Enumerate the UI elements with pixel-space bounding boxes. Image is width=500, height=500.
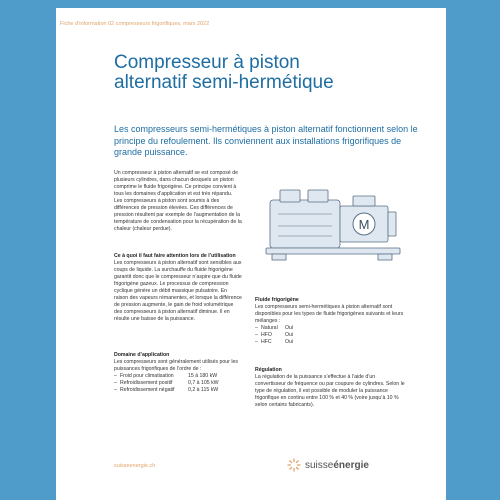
title-line-2: alternatif semi-hermétique	[114, 72, 334, 93]
regulation-text: La régulation de la puissance s’effectue à l’aide d’un convertisseur de fréquence ou par coupure de cylindres. Selon le type de régulation, il est possible de moduler la puissance frigorifique en continu entre 100 % et 40 % (voire jusqu’à 10 % selon certains fabricants).	[255, 374, 405, 408]
title-line-1: Compresseur à piston	[114, 52, 300, 73]
attention-section	[114, 253, 242, 323]
intro-paragraph: Un compresseur à piston alternatif se est composé de plusieurs cylindres, dans chacun desquels un piston comprime le fluide frigorigène. Ce principe convient à tous les domaines d’application et est très répandu. Les compresseurs à piston sont soumis à des différences de pression élevées. Ces différences de pression résultent par exemple de l’augmentation de la température de condensation pour la récupération de la chaleur (chaleur perdue).	[114, 170, 242, 232]
list-value: Oui	[285, 325, 294, 331]
foot-right	[378, 254, 392, 260]
motor-label: M	[358, 217, 370, 232]
regulation-heading: Régulation	[255, 367, 282, 373]
brand-wordmark	[305, 460, 369, 471]
sun-icon	[287, 458, 301, 472]
list-value: 15 à 180 kW	[188, 373, 218, 379]
list-dash: –	[255, 325, 258, 331]
list-item	[255, 332, 405, 339]
list-label: HFC	[261, 339, 272, 345]
list-item	[114, 380, 254, 387]
document-tagline: Fiche d’information 02 compresseurs frigorifiques, mars 2022	[60, 21, 210, 27]
domain-heading: Domaine d’application	[114, 352, 170, 358]
list-dash: –	[114, 380, 117, 386]
list-dash: –	[255, 339, 258, 345]
list-label: Refroidissement positif	[120, 380, 173, 386]
brand-suffix: énergie	[333, 459, 369, 471]
list-label: HFO	[261, 332, 272, 338]
list-dash: –	[255, 332, 258, 338]
fluid-intro: Les compresseurs semi-hermétiques à piston alternatif sont disponibles pour les types de fluide frigorigènes suivants et leurs mélanges :	[255, 304, 404, 324]
page-title	[114, 53, 404, 93]
cylinder-head-left	[280, 190, 300, 202]
list-value: 0,7 à 105 kW	[188, 380, 219, 386]
domain-section	[114, 352, 254, 394]
list-label: Refroidissement négatif	[120, 387, 175, 393]
list-value: 0,2 à 115 kW	[188, 387, 219, 393]
brand-logo	[287, 458, 369, 472]
fluid-heading: Fluide frigorigène	[255, 297, 299, 303]
fluid-section	[255, 297, 405, 346]
foot-left	[272, 254, 286, 260]
compressor-diagram	[258, 170, 408, 285]
list-label: Natural	[261, 325, 278, 331]
brand-prefix: suisse	[305, 459, 334, 471]
list-item	[255, 325, 405, 332]
cylinder-head-right	[308, 190, 328, 202]
attention-heading: Ce à quoi il faut faire attention lors de l’utilisation	[114, 253, 236, 259]
list-item	[114, 373, 254, 380]
list-dash: –	[114, 387, 117, 393]
footer-url[interactable]: suisseenergie.ch	[114, 463, 156, 469]
base-plate	[266, 248, 400, 254]
list-item	[114, 387, 254, 394]
attention-text: Les compresseurs à piston alternatif sont sensibles aux coups de liquide. La surchauffe du fluide frigorigène garantit donc que le compresseur n’aspire que du fluide frigorigène gazeux. Le processus de compression cyclique génère un débit massique pulsatoire. En raison des vapeurs rémanentes, et lorsque la différence de pression augmente, le gain de froid volumétrique des compresseurs à piston alternatif diminue. Il en résulte une baisse de la puissance.	[114, 260, 242, 322]
regulation-section	[255, 367, 405, 409]
end-cap	[388, 212, 396, 236]
domain-intro: Les compresseurs sont généralement utilisés pour les puissances frigorifiques de l’ordre de :	[114, 359, 238, 372]
list-dash: –	[114, 373, 117, 379]
lead-paragraph: Les compresseurs semi-hermétiques à piston alternatif fonctionnent selon le principe du refoulement. Ils conviennent aux installations frigorifiques de grande puissance.	[114, 124, 418, 157]
list-label: Froid pour climatisation	[120, 373, 174, 379]
list-value: Oui	[285, 332, 294, 338]
compressor-body	[270, 200, 340, 248]
terminal-box	[353, 196, 375, 206]
list-value: Oui	[285, 339, 294, 345]
list-item	[255, 339, 405, 346]
